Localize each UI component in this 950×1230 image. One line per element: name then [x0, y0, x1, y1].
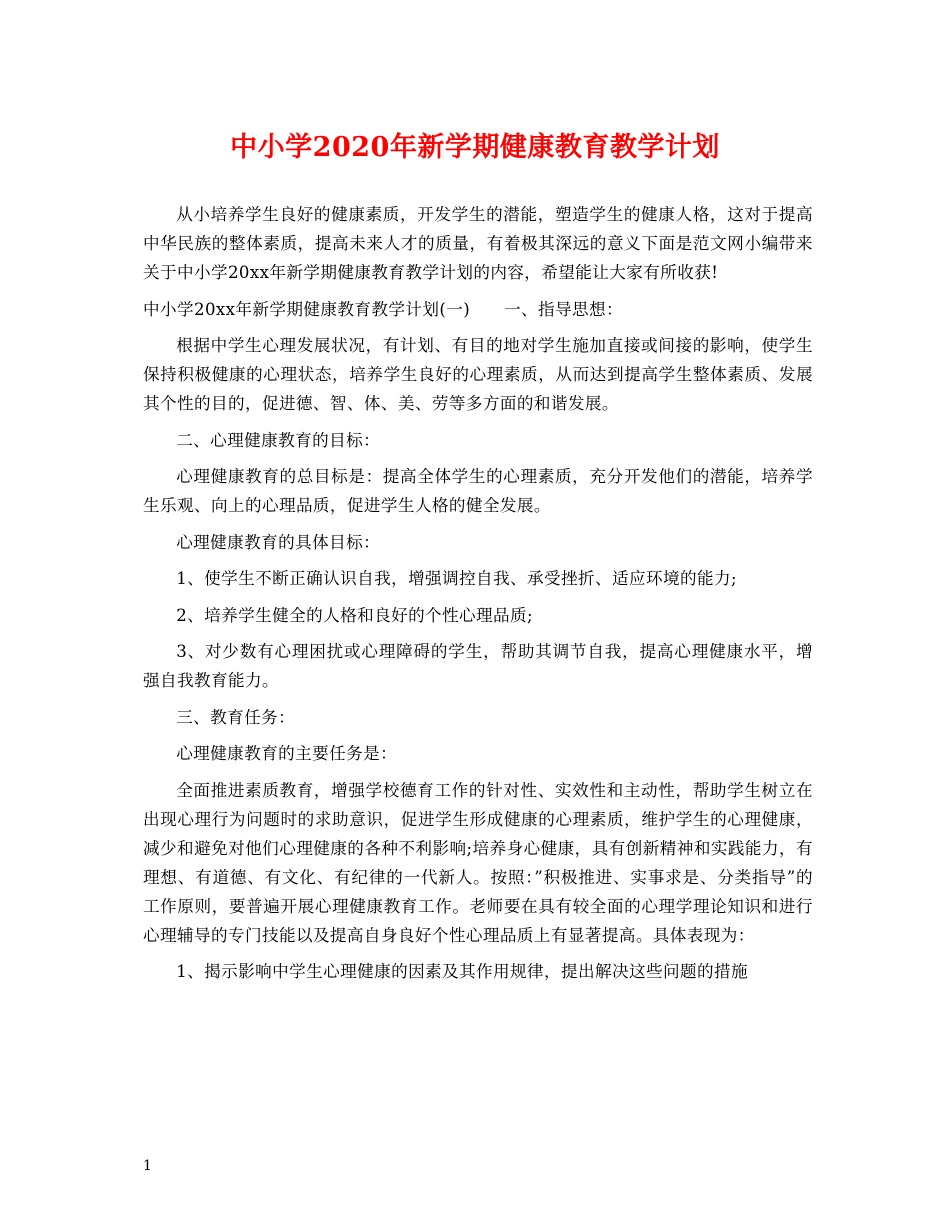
paragraph-guiding-thought: 根据中学生心理发展状况，有计划、有目的地对学生施加直接或间接的影响，使学生保持积极健康的心理状态，培养学生良好的心理素质，从而达到提高学生整体素质、发展其个性的目的，促进德、智、体、美、劳等多方面的和谐发展。 — [143, 336, 813, 413]
heading-tasks: 三、教育任务： — [176, 707, 296, 727]
heading-specific-goals: 心理健康教育的具体目标： — [176, 532, 381, 552]
paragraph-overall-goal: 心理健康教育的总目标是：提高全体学生的心理素质，充分开发他们的潜能，培养学生乐观、向上的心理品质，促进学生人格的健全发展。 — [143, 467, 813, 515]
heading-goals: 二、心理健康教育的目标： — [176, 430, 381, 450]
document-body — [143, 200, 813, 994]
page-number: 1 — [143, 1158, 152, 1174]
list-item-task-1: 1、揭示影响中学生心理健康的因素及其作用规律，提出解决这些问题的措施 — [176, 962, 748, 981]
document-title: 中小学2020年新学期健康教育教学计划 — [230, 132, 720, 163]
paragraph-intro: 从小培养学生良好的健康素质，开发学生的潜能，塑造学生的健康人格，这对于提高中华民族的整体素质，提高未来人才的质量，有着极其深远的意义下面是范文网小编带来关于中小学20xx年新学期健康教育教学计划的内容，希望能让大家有所收获! — [143, 205, 813, 282]
list-item-goal-2: 2、培养学生健全的人格和良好的个性心理品质; — [176, 605, 534, 625]
list-item-goal-1: 1、使学生不断正确认识自我，增强调控自我、承受挫折、适应环境的能力; — [176, 569, 737, 588]
list-item-goal-3: 3、对少数有心理困扰或心理障碍的学生，帮助其调节自我，提高心理健康水平，增强自我教育能力。 — [143, 642, 813, 690]
heading-main-tasks: 心理健康教育的主要任务是： — [176, 744, 398, 763]
paragraph-plan-heading: 中小学20xx年新学期健康教育教学计划(一) 一、指导思想： — [143, 299, 624, 319]
paragraph-main-tasks: 全面推进素质教育，增强学校德育工作的针对性、实效性和主动性，帮助学生树立在出现心理行为问题时的求助意识，促进学生形成健康的心理素质，维护学生的心理健康，减少和避免对他们心理健康的各种不利影响;培养身心健康，具有创新精神和实践能力，有理想、有道德、有文化、有纪律的一代新人。按照：”积极推进、实事求是、分类指导”的工作原则，要普遍开展心理健康教育工作。老师要在具有较全面的心理学理论知识和进行心理辅导的专门技能以及提高自身良好个性心理品质上有显著提高。具体表现为： — [143, 780, 813, 945]
